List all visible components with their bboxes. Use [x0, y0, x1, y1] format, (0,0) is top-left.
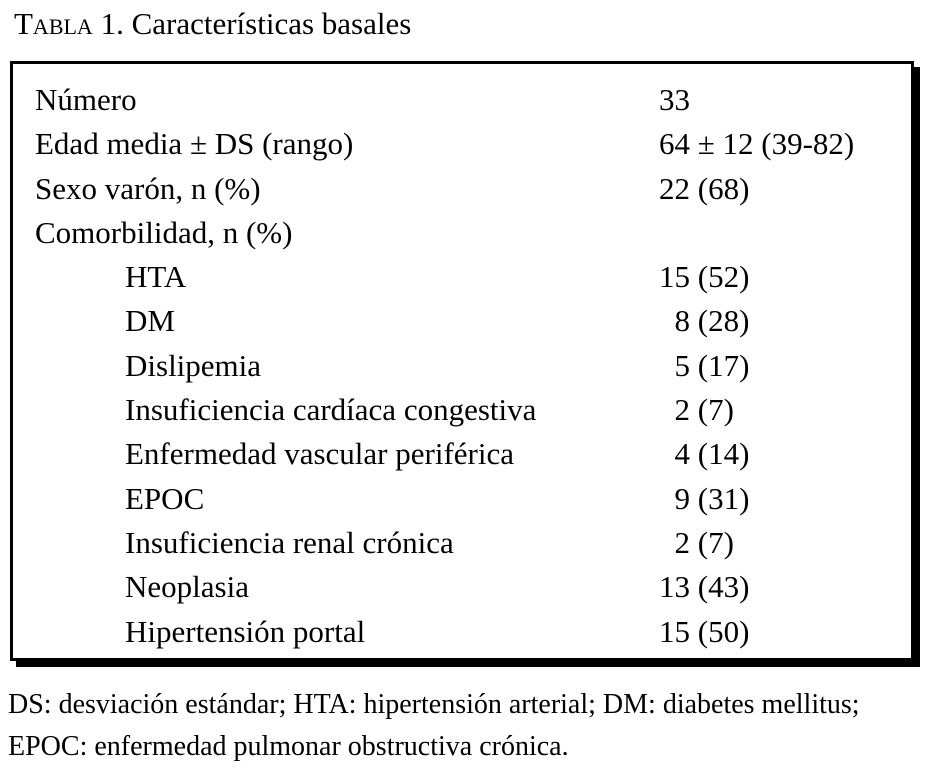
row-value: 5 (17)	[659, 347, 750, 383]
row-label: Sexo varón, n (%)	[35, 170, 261, 206]
row-value: 8 (28)	[659, 303, 750, 339]
table-row	[13, 565, 911, 609]
table-row	[13, 610, 911, 654]
table-row	[13, 344, 911, 388]
row-value: 15 (50)	[659, 613, 750, 649]
row-value: 2 (7)	[659, 392, 734, 428]
characteristics-table	[10, 61, 914, 661]
table-row	[13, 432, 911, 476]
table-caption	[14, 4, 411, 44]
row-label: Insuficiencia cardíaca congestiva	[125, 392, 537, 428]
row-value: 2 (7)	[659, 524, 734, 560]
table-body	[13, 78, 911, 654]
row-label: Comorbilidad, n (%)	[35, 214, 293, 250]
table-row	[13, 78, 911, 122]
table-caption-label: Tabla 1.	[14, 6, 124, 41]
row-label: Enfermedad vascular periférica	[125, 436, 514, 472]
row-value: 13 (43)	[659, 569, 750, 605]
row-value: 22 (68)	[659, 170, 750, 206]
table-row	[13, 211, 911, 255]
table-row	[13, 255, 911, 299]
row-label: DM	[125, 303, 175, 339]
row-label: Número	[35, 82, 137, 117]
table-row	[13, 167, 911, 211]
table-row	[13, 521, 911, 565]
row-value: 4 (14)	[659, 436, 750, 472]
table-row	[13, 299, 911, 343]
table-row	[13, 388, 911, 432]
row-value: 33	[659, 82, 690, 117]
row-value: 9 (31)	[659, 480, 750, 516]
row-value: 64 ± 12 (39-82)	[659, 126, 855, 162]
row-label: Hipertensión portal	[125, 613, 366, 649]
row-label: Neoplasia	[125, 569, 249, 605]
row-label: Edad media ± DS (rango)	[35, 126, 354, 162]
table-caption-title: Características basales	[131, 6, 412, 41]
table-footnote: DS: desviación estándar; HTA: hipertensión arterial; DM: diabetes mellitus; EPOC: enfermedad pulmonar obstructiva crónica.	[8, 689, 860, 762]
row-label: Insuficiencia renal crónica	[125, 524, 454, 560]
row-label: Dislipemia	[125, 347, 262, 383]
row-label: HTA	[125, 259, 187, 295]
row-label: EPOC	[125, 480, 205, 516]
row-value: 15 (52)	[659, 259, 750, 295]
table-row	[13, 122, 911, 166]
table-row	[13, 477, 911, 521]
